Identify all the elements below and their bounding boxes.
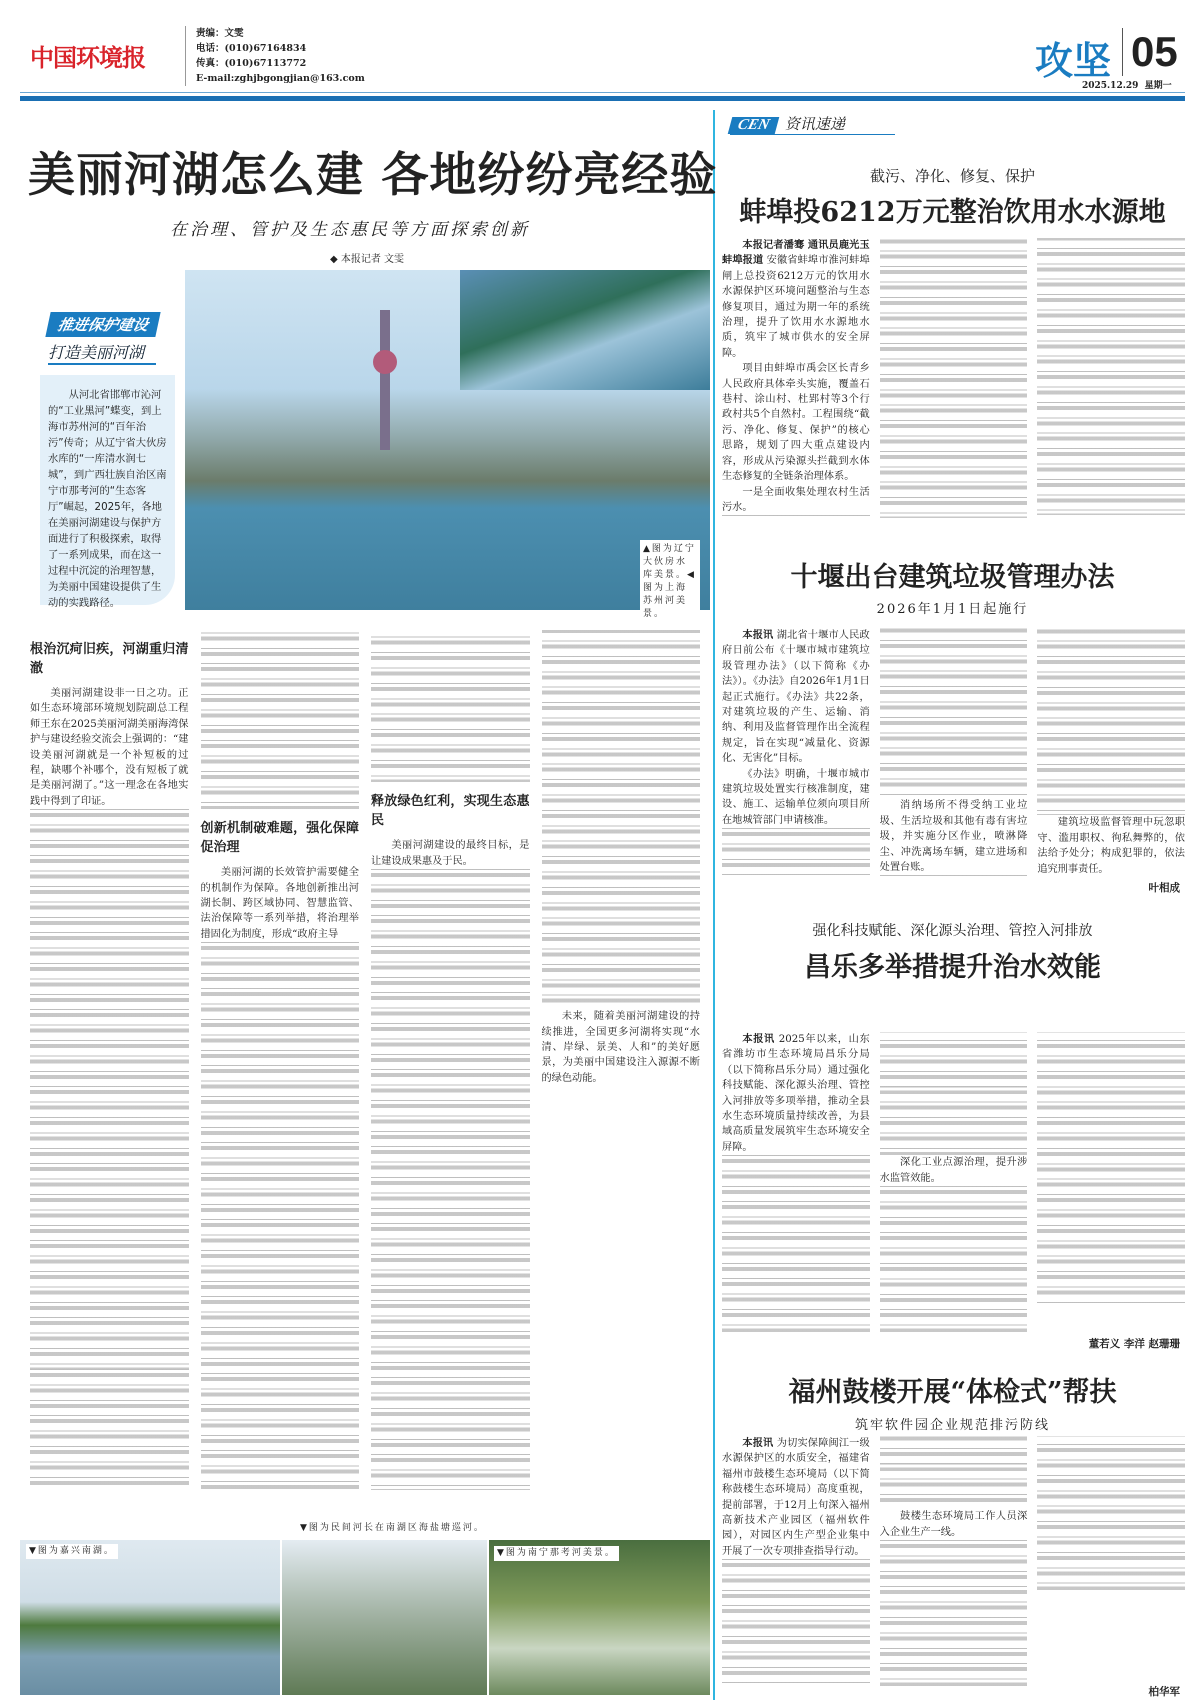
- paragraph: 项目由蚌埠市禹会区长青乡人民政府具体牵头实施，覆盖石巷村、涂山村、杜郢村等3个行政村共5个自然村。工程围绕“截污、净化、修复、保护”的核心思路，规划了四大重点建设内容，形成从污染源头拦截到水体生态修复的全链条治理体系。: [722, 363, 870, 483]
- section-heading: 创新机制破难题，强化保障促治理: [200, 821, 359, 856]
- closing-paragraph: 未来，随着美丽河湖建设的持续推进，全国更多河湖将实现“水清、岸绿、景美、人和”的美好愿景，为美丽中国建设注入源源不断的绿色动能。: [541, 1011, 700, 1084]
- article-title: 蚌埠投6212万元整治饮用水水源地: [739, 197, 1166, 228]
- main-subtitle: 在治理、管护及生态惠民等方面探索创新: [170, 220, 530, 240]
- article-body: [722, 238, 1185, 518]
- email: E-mail:zghjbgongjian@163.com: [196, 73, 365, 84]
- paragraph: 建筑垃圾监督管理中玩忽职守、滥用职权、徇私舞弊的，依法给予处分；构成犯罪的，依法追究刑事责任。: [1037, 817, 1185, 875]
- paragraph: 2025年以来，山东省潍坊市生态环境局昌乐分局（以下简称昌乐分局）通过强化科技赋能、深化源头治理、管控入河排放等多项举措，推动全县水生态环境质量持续改善，为县域高质量发展筑牢生态环境安全屏障。: [722, 1034, 870, 1153]
- photo-nakao-river: [489, 1540, 710, 1695]
- issue-date: [1082, 78, 1172, 91]
- lead-box: 从河北省邯郸市沁河的“工业黑河”蝶变，到上海市苏州河的“百年治污”传奇；从辽宁省大伙房水库的“一库清水润七城”，到广西壮族自治区南宁市那考河的“生态客厅”崛起，2025年，各地在美丽河湖建设与保护方面进行了积极探索，取得了一系列成果，而在这一过程中沉淀的治理智慧，为美丽中国建设提供了生动的实践路径。: [40, 375, 175, 605]
- article-byline: 叶相成: [1148, 882, 1180, 894]
- article-title: 十堰出台建筑垃圾管理办法: [790, 562, 1115, 593]
- editor: 责编：文雯: [196, 28, 244, 39]
- article-body: [722, 628, 1185, 878]
- main-headline: 美丽河湖怎么建 各地纷纷亮经验: [28, 148, 718, 203]
- paragraph: 美丽河湖的长效管护需要健全的机制作为保障。各地创新推出河湖长制、跨区域协同、智慧监管、法治保障等一系列举措，将治理举措固化为制度，形成“政府主导: [200, 867, 359, 940]
- news-label: 资讯速递: [784, 115, 845, 133]
- photo-river-patrol: [282, 1540, 487, 1695]
- paragraph: 为切实保障闽江一级水源保护区的水质安全，福建省福州市鼓楼生态环境局（以下简称鼓楼生态环境局）高度重视，提前部署，于12月上旬深入福州高新技术产业园区（福州软件园），对园区内生产型企业集中开展了一次专项排查指导行动。: [722, 1438, 870, 1557]
- lead-bold: 本报讯: [742, 1034, 775, 1045]
- lead-bold: 本报讯: [742, 1438, 774, 1449]
- photo-nanhu: [20, 1540, 280, 1695]
- photo-caption: ▲图为辽宁大伙房水库美景。◀图为上海苏州河美景。: [640, 540, 700, 624]
- weekday: 星期一: [1144, 81, 1172, 91]
- phone: 电话：(010)67164834: [196, 43, 307, 54]
- article-body: [722, 1032, 1185, 1332]
- section-name: 攻坚: [1035, 38, 1112, 83]
- text-block: [30, 809, 189, 1369]
- paragraph: 深化工业点源治理，提升涉水监管效能。: [879, 1157, 1028, 1184]
- lead-bold: 本报讯: [742, 630, 774, 641]
- bottom-caption-right: ▼图为南宁那考河美景。: [494, 1546, 619, 1561]
- paragraph: 安徽省蚌埠市淮河蚌埠闸上总投资6212万元的饮用水水源保护区环境问题整治与生态修复项目，通过为期一年的系统治理，提升了饮用水水源地水质，筑牢了城市供水的安全屏障。: [722, 255, 870, 359]
- paragraph: 湖北省十堰市人民政府日前公布《十堰市城市建筑垃圾管理办法》（以下简称《办法》）。《办法》自2026年1月1日起正式施行。《办法》共22条，对建筑垃圾的产生、运输、消纳、利用及监督管理作出全流程规定，旨在实现“减量化、资源化、无害化”目标。: [722, 630, 870, 765]
- article-byline: 董若义 李洋 赵珊珊: [1088, 1338, 1180, 1350]
- fax: 传真：(010)67113772: [196, 58, 307, 69]
- page-number: 05: [1122, 28, 1178, 76]
- main-photo: [185, 270, 710, 610]
- cen-badge: CEN: [728, 117, 779, 134]
- paragraph: 消纳场所不得受纳工业垃圾、生活垃圾和其他有毒有害垃圾，并实施分区作业，喷淋降尘、冲洗离场车辆，建立进场和处置台账。: [879, 800, 1028, 873]
- tower-ball: [373, 350, 397, 374]
- article-subtitle: 2026年1月1日起施行: [876, 602, 1029, 617]
- tower-shape: [380, 310, 390, 450]
- newspaper-logo: 中国环境报: [30, 44, 145, 72]
- section-tag-sub: 打造美丽河湖: [48, 340, 156, 365]
- reservoir-photo: [460, 270, 710, 390]
- article-body: [722, 1436, 1185, 1686]
- contact-info: [185, 26, 365, 86]
- section-tag: 推进保护建设: [45, 312, 160, 337]
- paragraph: 《办法》明确，十堰市城市建筑垃圾处置实行核准制度，建设、施工、运输单位须向项目所在地城管部门申请核准。: [722, 768, 870, 826]
- column-divider: [713, 110, 715, 1700]
- main-article-body: [30, 630, 700, 1490]
- paragraph: 一是全面收集处理农村生活污水。: [722, 486, 870, 513]
- section-heading: 根治沉疴旧疾，河湖重归清澈: [30, 642, 189, 676]
- bottom-caption-left: ▼图为嘉兴南湖。: [26, 1544, 118, 1559]
- section-heading: 释放绿色红利，实现生态惠民: [371, 794, 530, 829]
- main-byline: ◆ 本报记者 文雯: [330, 254, 405, 265]
- header-rule: [20, 92, 1185, 93]
- article-kicker: 强化科技赋能、深化源头治理、管控入河排放: [812, 923, 1093, 939]
- paragraph: 鼓楼生态环境局工作人员深入企业生产一线。: [879, 1511, 1028, 1538]
- header-bar: [20, 96, 1185, 101]
- paragraph: 美丽河湖建设的最终目标，是让建设成果惠及于民。: [371, 840, 530, 867]
- paragraph: 美丽河湖建设非一日之功。正如生态环境部环境规划院副总工程师王东在2025美丽河湖美丽海湾保护与建设经验交流会上强调的：“建设美丽河湖就是一个补短板的过程，缺哪个补哪个，没有短板了就是美丽河湖了。”这一理念在各地实践中得到了印证。: [30, 688, 189, 807]
- article-byline: 柏华军: [1148, 1686, 1180, 1698]
- lead-bold: 本报记者潘骞 通讯员鹿光玉蚌埠报道: [722, 240, 870, 267]
- bottom-caption-center: ▼图为民间河长在南湖区海盐塘巡河。: [300, 1523, 485, 1533]
- date: 2025.12.29: [1082, 81, 1139, 91]
- article-kicker: 截污、净化、修复、保护: [869, 167, 1035, 185]
- article-subtitle: 筑牢软件园企业规范排污防线: [854, 1418, 1050, 1433]
- article-title: 福州鼓楼开展“体检式”帮扶: [788, 1377, 1117, 1408]
- news-section-label: [730, 113, 895, 135]
- article-title: 昌乐多举措提升治水效能: [804, 952, 1101, 983]
